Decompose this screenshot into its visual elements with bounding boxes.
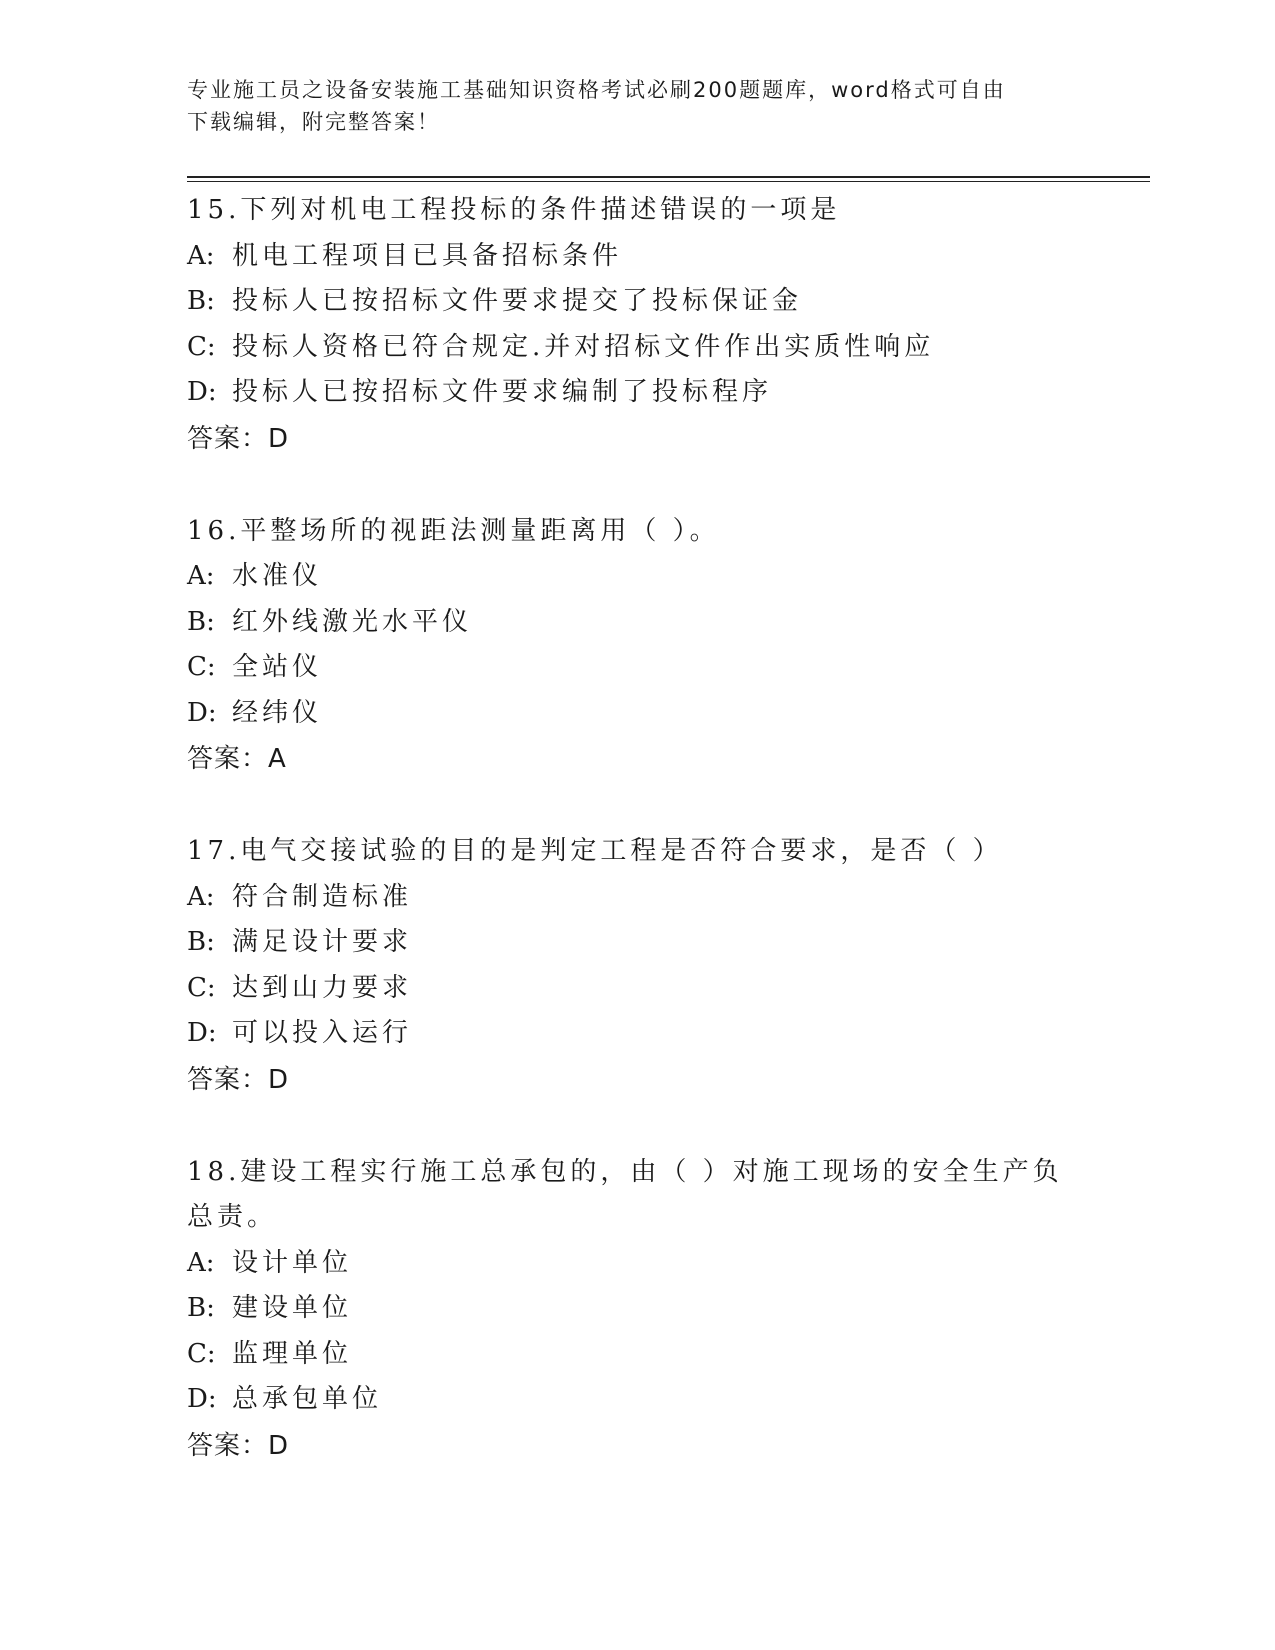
question-stem: 17.电气交接试验的目的是判定工程是否符合要求，是否（ ） — [187, 836, 1003, 866]
option-letter: A: — [187, 240, 215, 271]
header-divider-thick — [187, 176, 1150, 178]
option-text: 可以投入运行 — [232, 1018, 413, 1048]
option-text: 投标人资格已符合规定.并对招标文件作出实质性响应 — [232, 331, 935, 362]
option-letter: A: — [187, 561, 215, 591]
option-a — [187, 875, 1067, 921]
option-text: 设计单位 — [232, 1247, 353, 1278]
option-letter: C: — [187, 1338, 216, 1369]
option-text: 满足设计要求 — [232, 927, 413, 957]
question-17 — [187, 829, 1067, 1104]
option-text: 符合制造标准 — [232, 881, 413, 912]
option-text: 建设单位 — [232, 1293, 353, 1323]
option-d — [187, 1011, 1067, 1057]
header-divider-thin — [187, 181, 1150, 182]
option-letter: B: — [187, 286, 215, 316]
document-header — [187, 74, 1087, 138]
option-c — [187, 1332, 1067, 1378]
option-letter: B: — [187, 1293, 215, 1323]
question-15 — [187, 188, 1067, 463]
option-letter: D: — [187, 1384, 217, 1414]
option-text: 机电工程项目已具备招标条件 — [232, 240, 623, 271]
option-b — [187, 279, 1067, 325]
header-line-2: 下载编辑，附完整答案！ — [187, 110, 440, 134]
option-letter: D: — [187, 377, 217, 407]
option-c — [187, 966, 1067, 1012]
option-letter: C: — [187, 331, 216, 362]
option-letter: C: — [187, 972, 216, 1003]
question-18 — [187, 1150, 1067, 1470]
question-stem: 18.建设工程实行施工总承包的，由（ ）对施工现场的安全生产负总责。 — [187, 1156, 1063, 1232]
option-text: 监理单位 — [232, 1338, 353, 1369]
option-text: 红外线激光水平仪 — [232, 606, 473, 637]
option-text: 投标人已按招标文件要求编制了投标程序 — [232, 377, 773, 407]
option-letter: A: — [187, 881, 215, 912]
option-a — [187, 1241, 1067, 1287]
answer-line: 答案：D — [187, 1064, 290, 1095]
option-b — [187, 1286, 1067, 1332]
option-letter: B: — [187, 606, 215, 637]
option-text: 经纬仪 — [232, 697, 323, 728]
option-a — [187, 554, 1067, 600]
option-text: 投标人已按招标文件要求提交了投标保证金 — [232, 286, 803, 316]
option-c — [187, 645, 1067, 691]
question-16 — [187, 509, 1067, 784]
option-text: 全站仪 — [232, 652, 323, 682]
option-a — [187, 234, 1067, 280]
question-stem: 15.下列对机电工程投标的条件描述错误的一项是 — [187, 195, 841, 225]
option-letter: C: — [187, 652, 216, 682]
answer-line: 答案：A — [187, 744, 287, 774]
option-d — [187, 370, 1067, 416]
question-stem: 16.平整场所的视距法测量距离用（ ）。 — [187, 515, 720, 546]
option-b — [187, 920, 1067, 966]
option-text: 总承包单位 — [232, 1384, 383, 1414]
answer-line: 答案：D — [187, 423, 290, 454]
option-letter: D: — [187, 1018, 217, 1048]
option-text: 水准仪 — [232, 561, 323, 591]
header-line-1: 专业施工员之设备安装施工基础知识资格考试必刷200题题库，word格式可自由 — [187, 78, 1006, 102]
option-text: 达到山力要求 — [232, 972, 413, 1003]
option-letter: D: — [187, 697, 217, 728]
answer-line: 答案：D — [187, 1430, 290, 1461]
option-letter: B: — [187, 927, 215, 957]
option-d — [187, 691, 1067, 737]
option-c — [187, 325, 1067, 371]
question-list — [187, 188, 1067, 1516]
option-d — [187, 1377, 1067, 1423]
option-b — [187, 600, 1067, 646]
option-letter: A: — [187, 1247, 215, 1278]
